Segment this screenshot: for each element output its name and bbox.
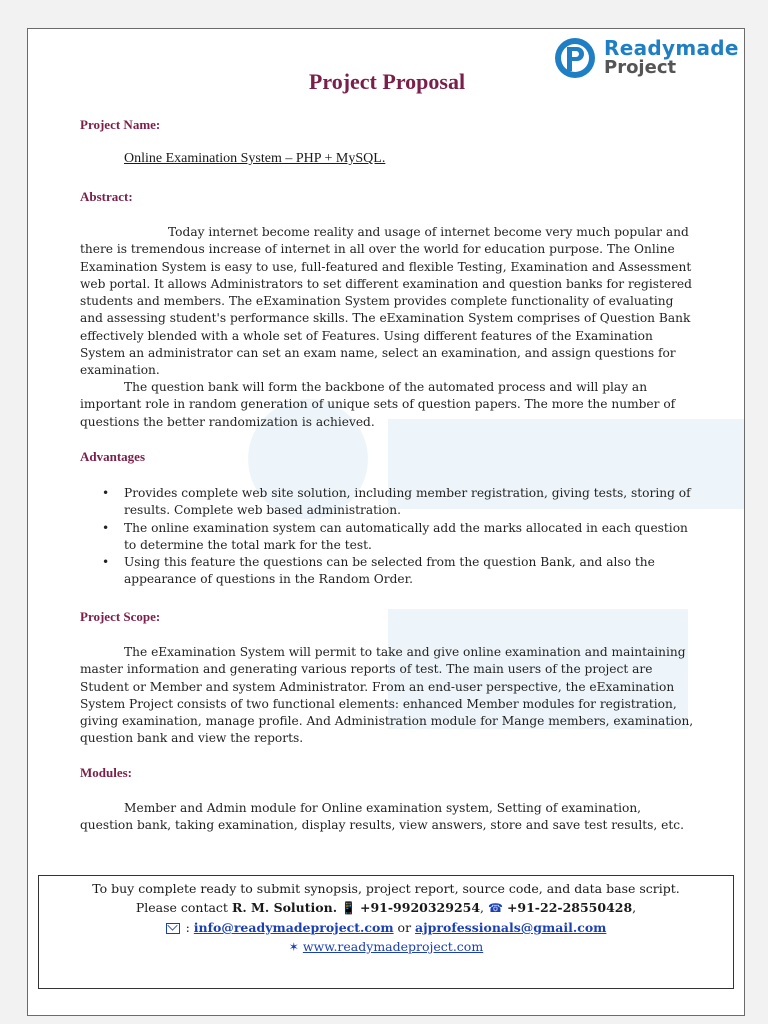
advantages-heading: Advantages xyxy=(80,449,146,464)
mail-icon xyxy=(166,923,180,934)
phone-number: +91-22-28550428 xyxy=(506,900,633,915)
footer-line-1: To buy complete ready to submit synopsis, project report, source code, and data base script. xyxy=(92,881,680,896)
bullet-icon: • xyxy=(102,520,110,535)
mobile-icon: 📱 xyxy=(341,901,357,915)
bullet-icon: • xyxy=(102,555,110,570)
footer-line-4 xyxy=(39,937,733,957)
abstract-heading: Abstract: xyxy=(80,189,133,204)
project-name-heading: Project Name: xyxy=(80,117,161,132)
list-item: • Using this feature the questions can be selected from the question Bank, and also the appearance of questions in the Random Order. xyxy=(102,555,655,587)
project-scope-heading: Project Scope: xyxy=(80,609,161,624)
contact-footer xyxy=(38,875,734,989)
document-page xyxy=(27,28,745,1016)
logo-text-project: Project xyxy=(604,57,677,79)
footer-line-2: Please contact R. M. Solution. 📱 +91-9920329254, ☎ +91-22-28550428, xyxy=(39,898,733,918)
list-item: • The online examination system can automatically add the marks allocated in each question to determine the total mark for the test. xyxy=(102,520,688,552)
project-name-value: Online Examination System – PHP + MySQL. xyxy=(124,151,386,166)
list-item: • Provides complete web site solution, including member registration, giving tests, storing of results. Complete web based administration. xyxy=(102,486,691,518)
email-link-info[interactable]: info@readymadeproject.com xyxy=(193,920,394,935)
logo-text-readymade: Readymade xyxy=(604,36,739,61)
modules-heading: Modules: xyxy=(80,765,132,780)
website-link[interactable]: www.readymadeproject.com xyxy=(302,939,484,954)
project-scope-paragraph: The eExamination System will permit to take and give online examination and maintaining master information and generating various reports of test. The main users of the project are Student or Member and system Administrator. From an end-user perspective, the eExamination System Project consists of two functional elements: enhanced Member modules for registration, giving examination, manage profile. And Administration module for Mange members, examination, question bank and view the reports. xyxy=(80,645,694,746)
email-link-ajprofessionals[interactable]: ajprofessionals@gmail.com xyxy=(415,920,607,935)
company-name: R. M. Solution. xyxy=(231,900,338,915)
footer-line-3: : info@readymadeproject.com or ajprofessionals@gmail.com xyxy=(39,918,733,937)
telephone-icon: ☎ xyxy=(488,901,503,915)
abstract-paragraph-1: Today internet become reality and usage of internet become very much popular and there is tremendous increase of internet in all over the world for education purpose. The Online Examination System is easy to use, full-featured and flexible Testing, Examination and Assessment web portal. It allows Administrators to set different examination and question banks for registered students and members. The eExamination System provides complete functionality of evaluating and assessing student's performance skills. The eExamination System comprises of Question Bank effectively blended with a whole set of Features. Using different features of the Examination System an administrator can set an exam name, select an examination, and assign questions for examination. xyxy=(80,225,692,378)
modules-paragraph: Member and Admin module for Online examination system, Setting of examination, question bank, taking examination, display results, view answers, store and save test results, etc. xyxy=(80,801,684,833)
abstract-paragraph-2: The question bank will form the backbone of the automated process and will play an important role in random generation of unique sets of question papers. The more the number of questions the better randomization is achieved. xyxy=(80,380,676,429)
bullet-icon: • xyxy=(102,486,110,500)
mobile-number: +91-9920329254 xyxy=(360,900,481,915)
advantages-list xyxy=(98,485,698,589)
page-title: Project Proposal xyxy=(308,69,466,94)
star-icon: ✶ xyxy=(288,940,299,954)
